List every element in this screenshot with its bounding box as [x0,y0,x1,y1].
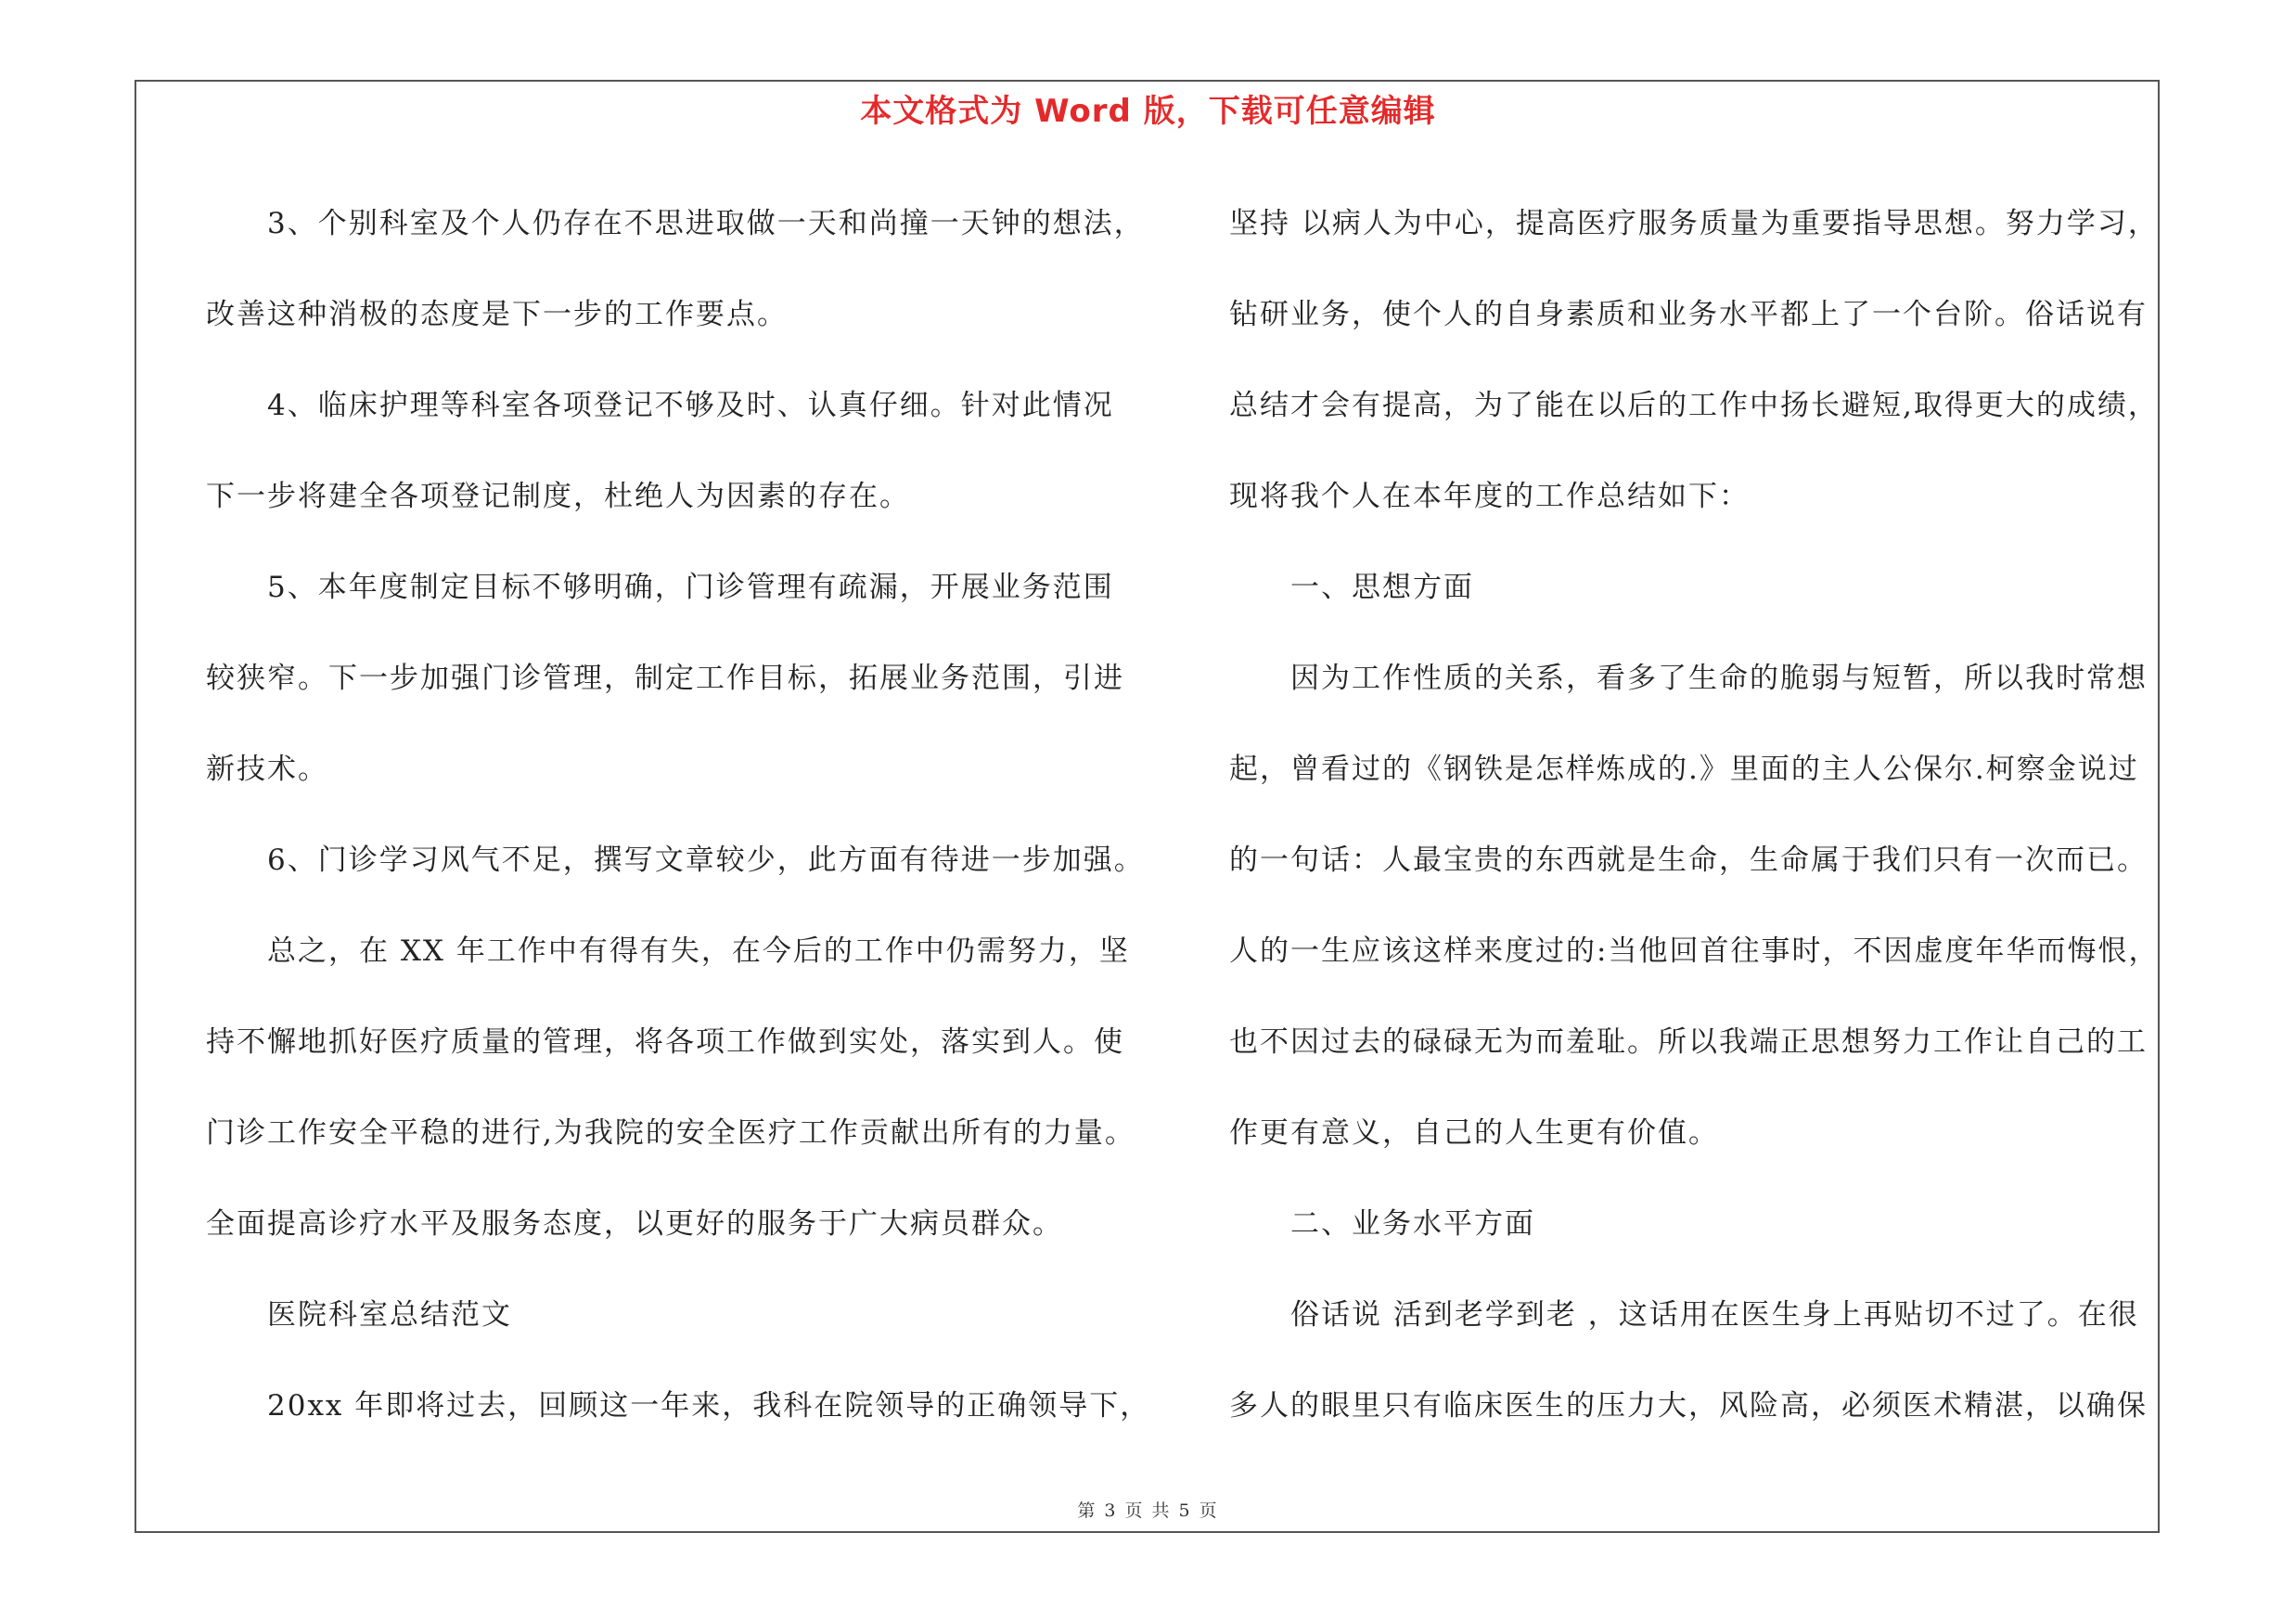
text-line: 4、临床护理等科室各项登记不够及时、认真仔细。针对此情况 [267,389,1114,422]
text-line: 改善这种消极的态度是下一步的工作要点。 [206,298,788,331]
text-line: 20xx 年即将过去，回顾这一年来，我科在院领导的正确领导下， [267,1389,1151,1423]
text-line: 新技术。 [206,753,328,786]
text-line: 3、个别科室及个人仍存在不思进取做一天和尚撞一天钟的想法， [267,207,1145,240]
text-line: 也不因过去的碌碌无为而羞耻。所以我端正思想努力工作让自己的工 [1229,1025,2148,1059]
right-column [1229,178,2160,1451]
text-line: 全面提高诊疗水平及服务态度，以更好的服务于广大病员群众。 [206,1207,1063,1241]
text-line: 下一步将建全各项登记制度，杜绝人为因素的存在。 [206,480,910,513]
text-line: 现将我个人在本年度的工作总结如下： [1229,480,1750,513]
text-line: 作更有意义，自己的人生更有价值。 [1229,1116,1719,1150]
text-line: 6、门诊学习风气不足，撰写文章较少，此方面有待进一步加强。 [267,844,1145,877]
section-heading: 一、思想方面 [1290,571,1474,604]
page-number: 第 3 页 共 5 页 [1077,1501,1219,1521]
text-line: 持不懈地抓好医疗质量的管理，将各项工作做到实处，落实到人。使 [206,1025,1124,1059]
text-line: 总结才会有提高，为了能在以后的工作中扬长避短,取得更大的成绩， [1229,389,2159,422]
text-line: 多人的眼里只有临床医生的压力大，风险高，必须医术精湛，以确保 [1229,1389,2148,1423]
left-column [206,178,1161,1451]
section-heading: 医院科室总结范文 [267,1298,512,1332]
text-line: 5、本年度制定目标不够明确，门诊管理有疏漏，开展业务范围 [267,571,1114,604]
text-line: 坚持 以病人为中心，提高医疗服务质量为重要指导思想。努力学习， [1229,207,2159,240]
text-line: 俗话说 活到老学到老 ，这话用在医生身上再贴切不过了。在很 [1290,1298,2139,1332]
format-banner: 本文格式为 Word 版，下载可任意编辑 [860,93,1436,130]
text-line: 因为工作性质的关系，看多了生命的脆弱与短暂，所以我时常想 [1290,662,2148,695]
text-line: 钻研业务，使个人的自身素质和业务水平都上了一个台阶。俗话说有 [1229,298,2148,331]
section-heading: 二、业务水平方面 [1290,1207,1535,1241]
text-line: 总之，在 XX 年工作中有得有失，在今后的工作中仍需努力，坚 [267,934,1130,968]
text-line: 人的一生应该这样来度过的:当他回首往事时，不因虚度年华而悔恨， [1229,934,2160,968]
text-line: 门诊工作安全平稳的进行,为我院的安全医疗工作贡献出所有的力量。 [206,1116,1135,1150]
text-line: 的一句话：人最宝贵的东西就是生命，生命属于我们只有一次而已。 [1229,844,2148,877]
text-line: 较狭窄。下一步加强门诊管理，制定工作目标，拓展业务范围，引进 [206,662,1124,695]
text-line: 起，曾看过的《钢铁是怎样炼成的.》里面的主人公保尔.柯察金说过 [1229,753,2139,786]
